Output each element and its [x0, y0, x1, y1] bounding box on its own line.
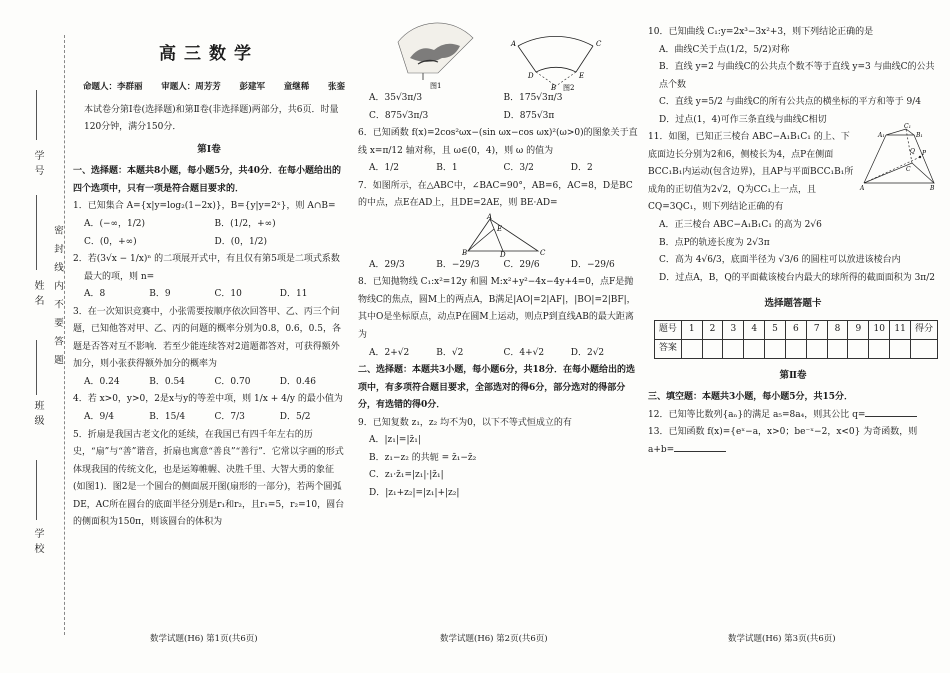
question-8-options	[358, 345, 638, 363]
question-2-line1: 2．若(3√x − 1/x)ⁿ 的二项展开式中，有且仅有第5项是二项式系数	[73, 254, 340, 265]
card-header-cell: 6	[785, 320, 806, 339]
q10-option-d: D．过点(1，4)可作三条直线与曲线C相切	[659, 114, 827, 125]
fig2-point-a: A	[511, 40, 517, 48]
page-3-column	[648, 24, 938, 459]
question-13	[648, 424, 938, 459]
q5-option-d: D．875√3π	[503, 110, 555, 121]
question-7-options	[358, 257, 638, 275]
answer-card-title: 选择题答题卡	[764, 298, 822, 310]
q8-option-d: D．2√2	[570, 347, 605, 358]
part-1-instructions: 一、选择题：本题共8小题，每小题5分，共40分．在每小题给出的四个选项中，只有一项是符合题目要求的．	[73, 166, 342, 194]
card-answer-label: 答案	[655, 339, 682, 358]
q9-option-a: A．|z₁|=|z̄₁|	[369, 435, 421, 446]
q13-answer-blank[interactable]	[674, 442, 726, 452]
q3-option-a: A．0.24	[84, 376, 120, 387]
author-reviewer: 审题人：周芳芳	[161, 82, 221, 93]
q7-option-d: D．−29/6	[570, 259, 615, 270]
answer-cell[interactable]	[681, 339, 702, 358]
q1-option-b: B．(1/2，+∞)	[214, 218, 276, 229]
q6-option-b: B．1	[436, 163, 458, 174]
answer-cell[interactable]	[723, 339, 744, 358]
frustum-point-c1: C₁	[904, 123, 911, 131]
frustum-point-p: P	[922, 150, 927, 158]
card-header-cell: 题号	[655, 320, 682, 339]
card-header-cell: 7	[806, 320, 827, 339]
fig2-label: 图2	[563, 84, 575, 92]
question-8: 8．已知抛物线 C₁:x²=12y 和圆 M:x²+y²−4x−4y+4=0，点F是抛物线C的焦点，圆M上的两点A，B满足|AO|=2|AF|，|BO|=2|BF|，其中O是坐标原点，动点P在圆M上运动，则点P到直线AB的最大距离为	[358, 277, 636, 341]
frustum-point-b1: B₁	[916, 132, 923, 140]
class-label: 班 级	[32, 400, 43, 427]
question-3: 3．在一次知识竞赛中，小张需要按顺序依次回答甲、乙、丙三个问题，已知他答对甲、乙、丙的问题的概率分别为0.8，0.6，0.5，各题是否答对互不影响．若至少能连续答对2道题都答对，可获得额外加分，则小张获得额外加分的概率为	[73, 306, 341, 370]
frustum-svg	[860, 123, 938, 193]
author-2: 彭建军	[239, 82, 265, 93]
card-header-cell: 得分	[911, 320, 938, 339]
binding-margin	[0, 0, 70, 673]
card-header-cell: 4	[744, 320, 765, 339]
answer-cell[interactable]	[848, 339, 869, 358]
answer-card-table	[654, 320, 938, 359]
q8-option-b: B．√2	[436, 347, 464, 358]
author-line	[73, 79, 345, 96]
question-2-line2: 最大的项，则 n=	[84, 271, 155, 282]
student-no-field[interactable]	[36, 90, 37, 140]
answer-cell[interactable]	[806, 339, 827, 358]
answer-cell[interactable]	[765, 339, 786, 358]
fig2-point-c: C	[596, 40, 602, 48]
frustum-point-a: A	[860, 185, 865, 193]
q10-option-a: A．曲线C关于点(1/2，5/2)对称	[659, 44, 790, 55]
name-label: 姓 名	[32, 280, 43, 307]
q7-option-a: A．29/3	[369, 259, 405, 270]
tri-point-e: E	[497, 224, 503, 233]
triangle-figure	[358, 213, 638, 257]
q9-option-d: D．|z₁+z₂|=|z₁|+|z₂|	[369, 487, 460, 498]
fig1-label: 图1	[430, 82, 442, 90]
page-2-column	[358, 28, 638, 502]
card-header-cell: 9	[848, 320, 869, 339]
card-header-cell: 8	[827, 320, 848, 339]
q11-option-c: C．高为 4√6/3，底面半径为 √3/6 的圆柱可以放进该棱台内	[659, 255, 901, 266]
q3-option-d: D．0.46	[279, 376, 317, 387]
section-1-heading: 第Ⅰ卷	[197, 143, 221, 155]
school-field[interactable]	[36, 460, 37, 520]
fig2-point-e: E	[579, 72, 585, 80]
question-4-options	[73, 409, 345, 427]
seal-line-text: 密 封 线 内 不 要 答 题	[52, 225, 63, 368]
answer-cell[interactable]	[785, 339, 806, 358]
q5-option-b: B．175√3π/3	[503, 93, 563, 103]
author-setter: 命题人：李群丽	[83, 82, 143, 93]
page-2-footer: 数学试题(H6) 第2页(共6页)	[440, 634, 548, 644]
exam-title: 高三数学	[159, 44, 259, 64]
q6-option-a: A．1/2	[369, 163, 399, 174]
seal-dashed-line	[64, 35, 65, 635]
question-1: 1．已知集合 A={x|y=log₂(1−2x)}，B={y|y=2ˣ}，则 A∩B=	[73, 201, 336, 212]
q2-option-d: D．11	[279, 289, 308, 300]
question-13-text: 13．已知函数 f(x)={eˣ−a，x>0；be⁻ˣ−2，x<0} 为奇函数，则 a+b=	[648, 427, 918, 455]
q10-option-b: B．直线 y=2 与曲线C的公共点个数不等于直线 y=3 与曲线C的公共点个数	[659, 62, 935, 90]
card-header-cell: 1	[681, 320, 702, 339]
q2-option-c: C．10	[214, 289, 242, 300]
q7-option-b: B．−29/3	[436, 259, 480, 270]
q1-option-d: D．(0，1/2)	[214, 236, 267, 247]
tri-point-c: C	[540, 248, 546, 257]
question-1-options-row1	[73, 216, 345, 234]
card-header-cell: 10	[869, 320, 890, 339]
tri-point-d: D	[500, 250, 506, 259]
name-field[interactable]	[36, 195, 37, 270]
question-5-options-row2	[358, 108, 638, 126]
question-12-text: 12．已知等比数列{aₙ}的满足 a₅=8a₄，则其公比 q=	[648, 409, 866, 420]
q11-option-d: D．过点A，B，Q的平面截该棱台内最大的球所得的截面面积为 3π/2	[659, 272, 935, 283]
question-5: 5．折扇是我国古老文化的延续，在我国已有四千年左右的历史，“扇”与“善”谐音，折扇也寓意“善良”“善行”．它常以字画的形式体现我国的传统文化，也是运筹帷幄、决胜千里、大智大勇的象征(如图1)．图2是一个圆台的侧面展开图(扇形的一部分)，若两个圆弧DE，AC所在圆台的底面半径分别是r₁和r₂，且r₁=5，r₂=10，圆台的侧面积为150π，则该圆台的体积为	[73, 429, 345, 528]
answer-card-answer-row	[655, 339, 938, 358]
page-1-footer: 数学试题(H6) 第1页(共6页)	[150, 634, 258, 644]
question-6: 6．已知函数 f(x)=2cos²ωx−(sin ωx−cos ωx)²(ω>0)的图象关于直线 x=π/12 轴对称，且 ω∈(0，4)，则 ω 的值为	[358, 128, 638, 156]
fan-figure-svg	[358, 28, 638, 90]
frustum-point-a1: A₁	[878, 132, 885, 140]
q4-option-b: B．15/4	[149, 411, 186, 422]
fig2-point-d: D	[528, 72, 534, 80]
q5-option-c: C．875√3π/3	[369, 110, 429, 121]
question-3-options	[73, 374, 345, 392]
q6-option-c: C．3/2	[503, 163, 534, 174]
score-cell[interactable]	[911, 339, 938, 358]
school-label: 学 校	[32, 528, 43, 555]
section-2-heading: 第Ⅱ卷	[779, 369, 807, 381]
q7-option-c: C．29/6	[503, 259, 540, 270]
q10-option-c: C．直线 y=5/2 与曲线C的所有公共点的横坐标的平方和等于 9/4	[659, 97, 921, 108]
q3-option-b: B．0.54	[149, 376, 185, 387]
question-4: 4．若 x>0，y>0，2是x与y的等差中项，则 1/x + 4/y 的最小值为	[73, 394, 343, 405]
fan-painting-image	[398, 23, 473, 80]
q9-option-b: B．z₁−z₂ 的共轭 = z̄₁−z̄₂	[369, 452, 477, 463]
q2-option-b: B．9	[149, 289, 171, 300]
q9-option-c: C．z₁·z̄₁=|z₁|·|z̄₁|	[369, 470, 444, 481]
fan-figures	[358, 28, 638, 90]
author-4: 张銮	[327, 82, 345, 93]
q4-option-c: C．7/3	[214, 411, 245, 422]
q6-option-d: D．2	[570, 163, 593, 174]
page-3-footer: 数学试题(H6) 第3页(共6页)	[728, 634, 836, 644]
question-12	[648, 407, 938, 425]
frustum-point-q: Q	[910, 148, 915, 156]
question-11-block	[648, 123, 938, 217]
q3-option-c: C．0.70	[214, 376, 251, 387]
triangle-abc-diagram	[468, 219, 538, 251]
q11-option-b: B．点P的轨迹长度为 2√3π	[659, 237, 770, 248]
question-7: 7．如图所示，在△ABC中，∠BAC=90°，AB=6，AC=8，D是BC的中点，点E在AD上，且DE=2AE，则 BE·AD=	[358, 180, 633, 209]
q5-option-a: A．35√3π/3	[369, 93, 423, 103]
q1-option-a: A．(−∞，1/2)	[84, 218, 146, 229]
author-3: 童继稀	[283, 82, 310, 93]
question-1-options-row2	[73, 234, 345, 252]
answer-cell[interactable]	[702, 339, 723, 358]
frustum-point-c: C	[906, 166, 911, 174]
q11-option-a: A．正三棱台 ABC−A₁B₁C₁ 的高为 2√6	[659, 220, 822, 231]
answer-cell[interactable]	[869, 339, 890, 358]
question-9: 9．已知复数 z₁，z₂ 均不为0，以下不等式恒成立的有	[358, 417, 572, 428]
answer-cell[interactable]	[890, 339, 911, 358]
q4-option-d: D．5/2	[279, 411, 311, 422]
class-field[interactable]	[36, 340, 37, 395]
card-header-cell: 11	[890, 320, 911, 339]
fig2-point-b: B	[551, 84, 557, 92]
question-5-options-row1	[358, 90, 638, 108]
q12-answer-blank[interactable]	[865, 407, 917, 417]
part-2-instructions: 二、选择题：本题共3小题，每小题6分，共18分．在每小题给出的选项中，有多项符合题目要求，全部选对的得6分，部分选对的得部分分，有选错的得0分．	[358, 365, 636, 411]
q8-option-a: A．2+√2	[369, 347, 410, 358]
card-header-cell: 5	[765, 320, 786, 339]
q4-option-a: A．9/4	[84, 411, 114, 422]
q1-option-c: C．(0，+∞)	[84, 236, 137, 247]
page-1-column	[73, 28, 345, 532]
q2-option-a: A．8	[84, 289, 106, 300]
question-10: 10．已知曲线 C₁:y=2x³−3x²+3，则下列结论正确的是	[648, 27, 874, 37]
tri-point-b: B	[462, 248, 468, 257]
q8-option-c: C．4+√2	[503, 347, 545, 358]
answer-cell[interactable]	[827, 339, 848, 358]
answer-card-header-row	[655, 320, 938, 339]
question-11: 11．如图，已知正三棱台 ABC−A₁B₁C₁ 的上、下底面边长分别为2和6，侧棱长为4，点P在侧面BCC₁B₁内运动(包含边界)，且AP与平面BCC₁B₁所成角的正切值为2√2，Q为CC₁上一点，且 CQ=3QC₁，则下列结论正确的有	[648, 132, 854, 213]
question-6-options	[358, 160, 638, 178]
frustum-point-b: B	[930, 185, 935, 193]
tri-point-a: A	[487, 212, 493, 221]
question-2-options	[73, 286, 345, 304]
part-3-instructions: 三、填空题：本题共3小题，每小题5分，共15分．	[648, 392, 854, 403]
answer-cell[interactable]	[744, 339, 765, 358]
card-header-cell: 3	[723, 320, 744, 339]
card-header-cell: 2	[702, 320, 723, 339]
intro-text: 本试卷分第Ⅰ卷(选择题)和第Ⅱ卷(非选择题)两部分，共6页．时量120分钟，满分150分．	[84, 104, 339, 133]
student-no-label: 学 号	[32, 150, 43, 177]
triangle-svg	[358, 213, 638, 257]
